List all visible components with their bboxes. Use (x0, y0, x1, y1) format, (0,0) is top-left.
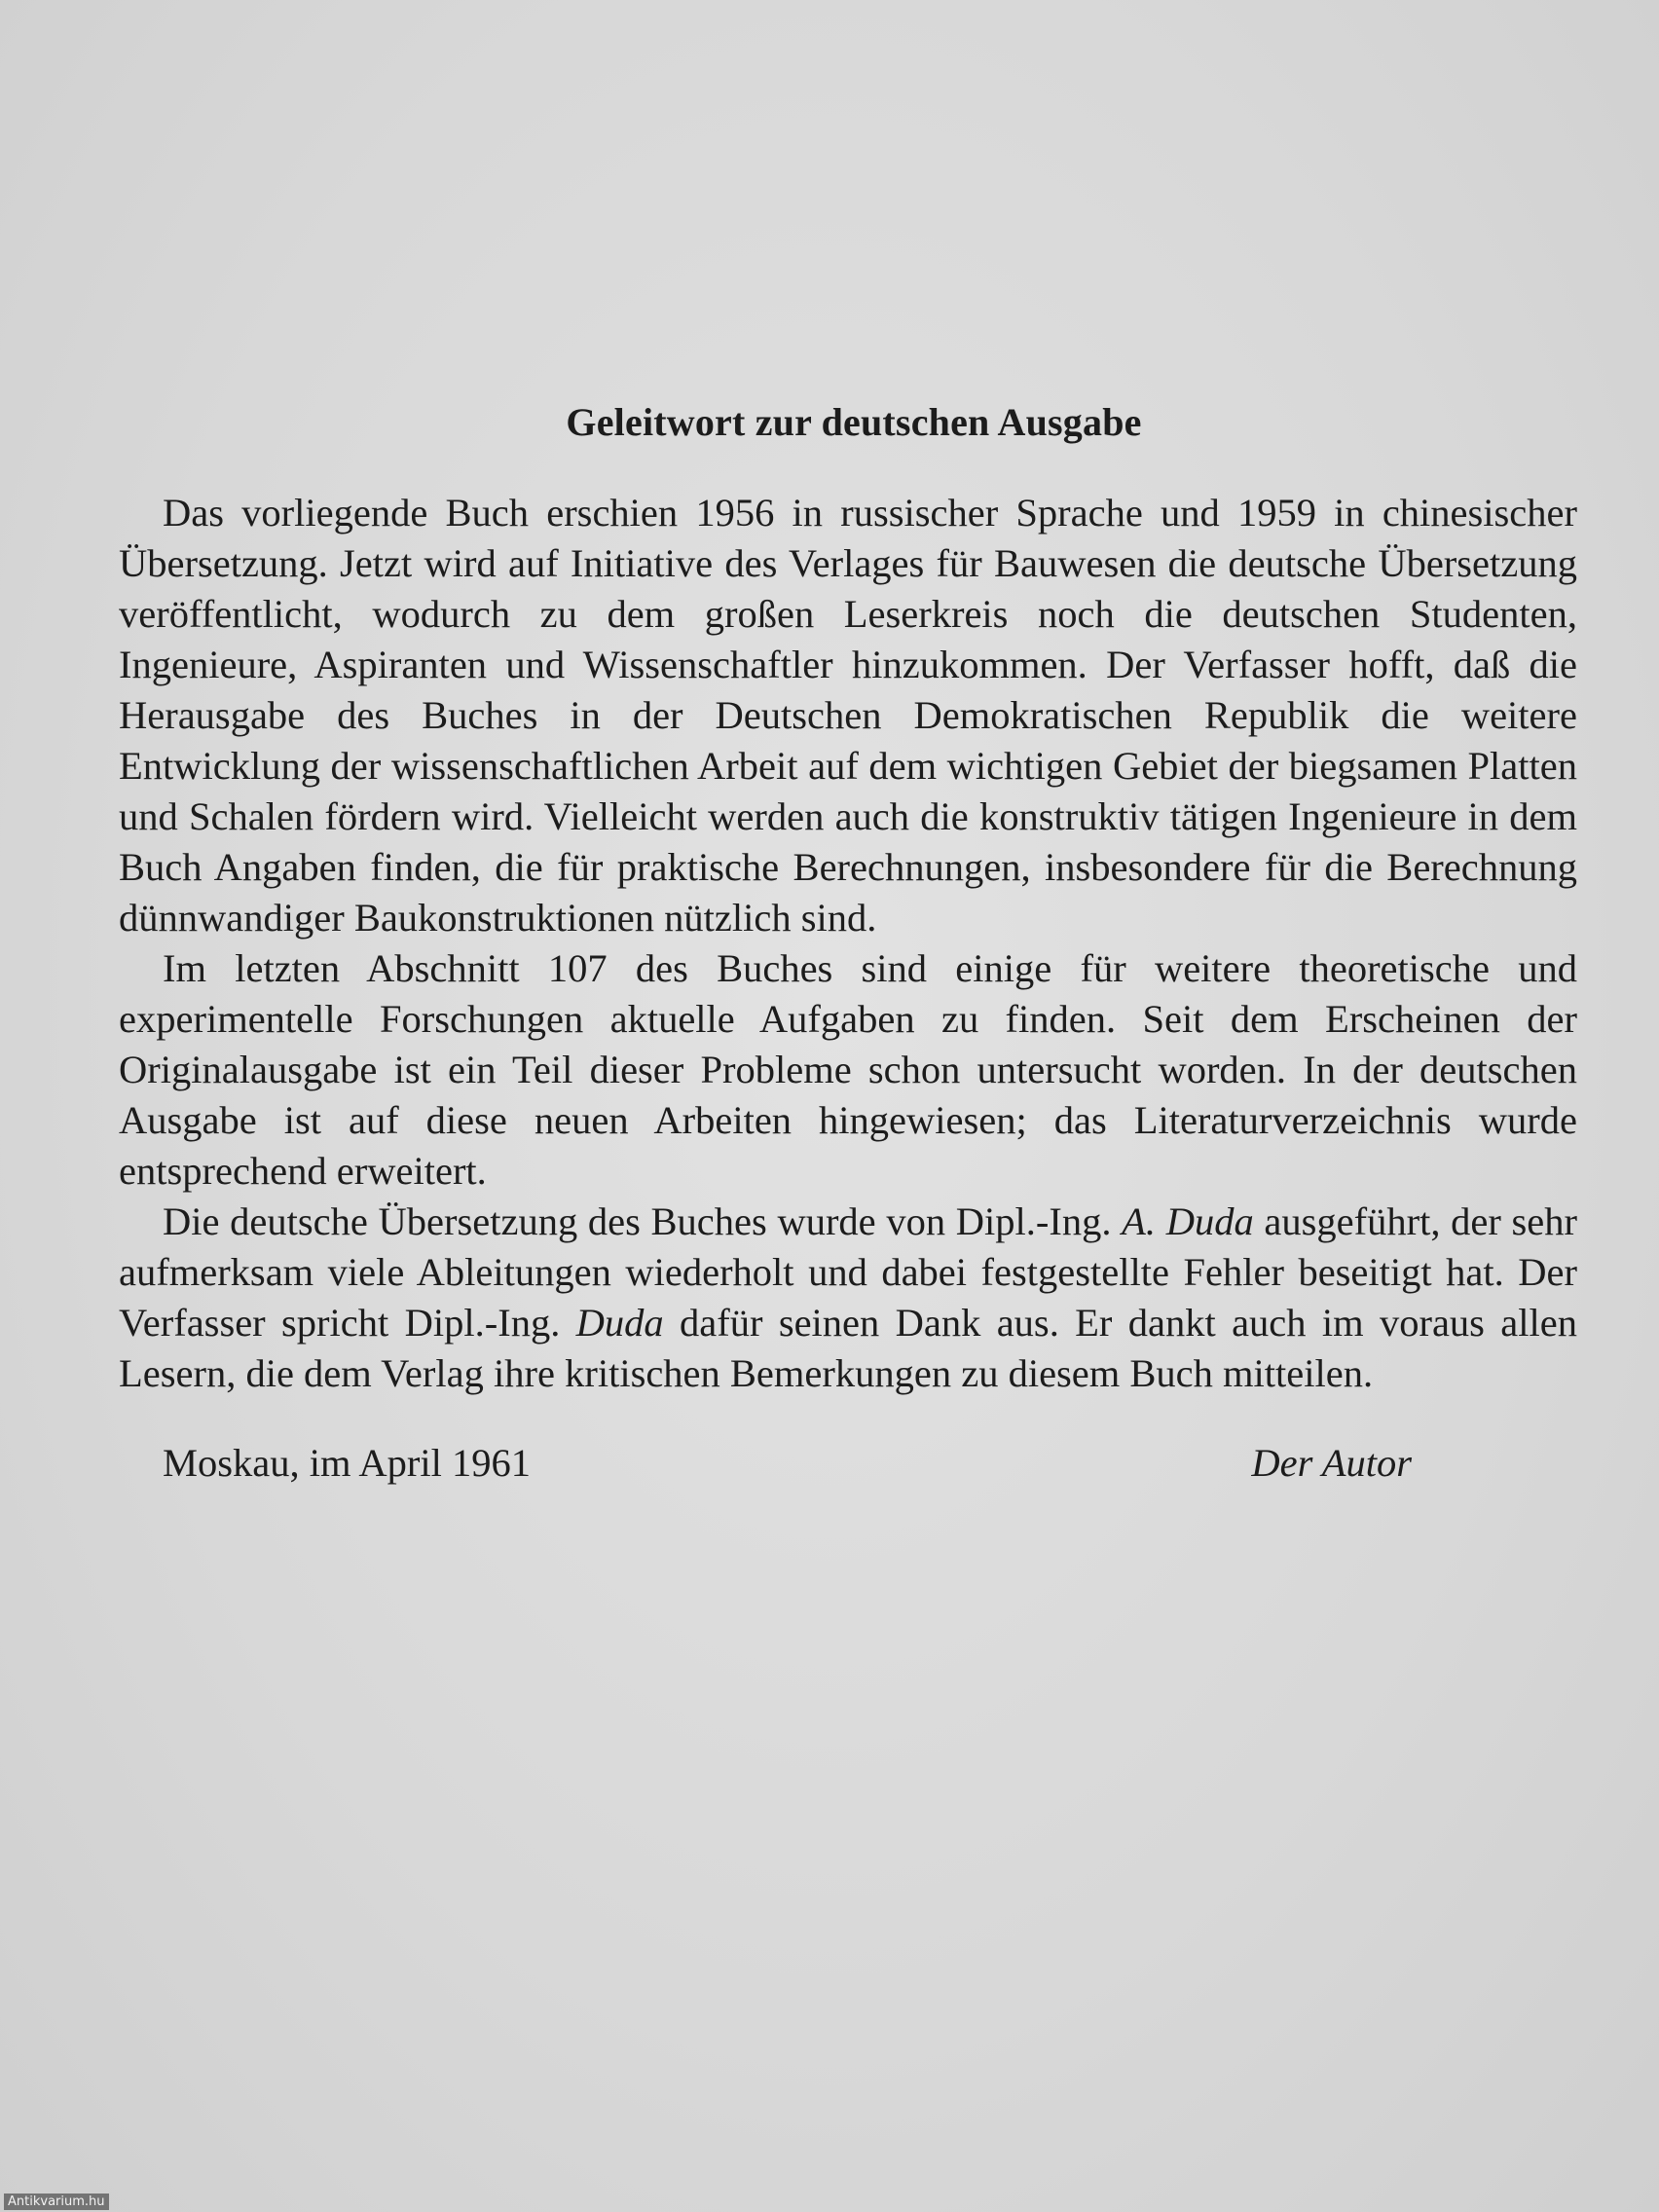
place-date: Moskau, im April 1961 (163, 1441, 532, 1485)
paragraph-3 (119, 1197, 1577, 1399)
preface-content (119, 399, 1577, 1489)
page-title: Geleitwort zur deutschen Ausgabe (566, 400, 1142, 444)
closing-line (119, 1438, 1577, 1489)
paragraph-2: Im letzten Abschnitt 107 des Buches sind einige für weitere theoretische und experimentelle Forschungen aktuelle Aufgaben zu finden. Seit dem Erscheinen der Originalausgabe ist ein Teil dieser Probleme schon untersucht worden. In der deutschen Ausgabe ist auf diese neuen Arbeiten hingewiesen; das Literaturverzeichnis wurde entsprechend erweitert. (119, 946, 1577, 1193)
watermark: Antikvarium.hu (4, 2194, 109, 2210)
translator-name: A. Duda (1122, 1199, 1254, 1243)
translator-surname: Duda (575, 1301, 664, 1345)
paragraph-3-part-1: Die deutsche Übersetzung des Buches wurde von Dipl.-Ing. (163, 1199, 1123, 1243)
paragraph-3-part-3: dafür seinen Dank aus. Er dankt auch im voraus allen Lesern, die dem Verlag ihre kritischen Bemerkungen zu diesem Buch mitteilen. (119, 1301, 1577, 1395)
paragraph-1: Das vorliegende Buch erschien 1956 in russischer Sprache und 1959 in chinesischer Übersetzung. Jetzt wird auf Initiative des Verlages für Bauwesen die deutsche Übersetzung veröffentlicht, wodurch zu dem großen Leserkreis noch die deutschen Studenten, Ingenieure, Aspiranten und Wissenschaftler hinzukommen. Der Verfasser hofft, daß die Herausgabe des Buches in der Deutschen Demokratischen Republik die weitere Entwicklung der wissenschaftlichen Arbeit auf dem wichtigen Gebiet der biegsamen Platten und Schalen fördern wird. Vielleicht werden auch die konstruktiv tätigen Ingenieure in dem Buch Angaben finden, die für praktische Berechnungen, insbesondere für die Berechnung dünnwandiger Baukonstruktionen nützlich sind. (119, 491, 1577, 940)
paragraph-3-part-2: ausgeführt, der sehr aufmerksam viele Ableitungen wiederholt und dabei festgestellte Fehler beseitigt hat. Der Verfasser spricht Dipl.-Ing. (119, 1199, 1577, 1345)
author-signature: Der Autor (1251, 1441, 1412, 1485)
